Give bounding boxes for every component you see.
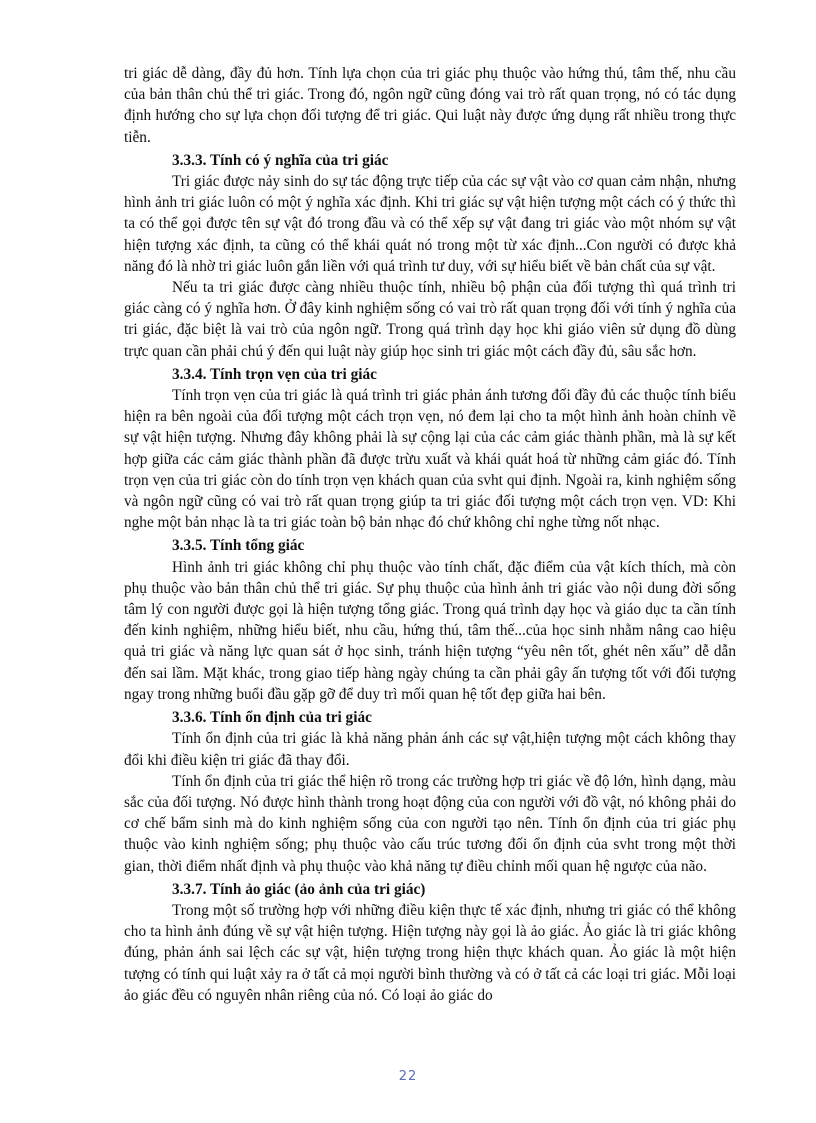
paragraph: tri giác dễ dàng, đầy đủ hơn. Tính lựa chọn của tri giác phụ thuộc vào hứng thú, tâm thế, nhu cầu của bản thân chủ thể tri giác. Trong đó, ngôn ngữ cũng đóng vai trò rất quan trọng, nó có tác dụng định hướng cho sự lựa chọn đối tượng để tri giác. Qui luật này được ứng dụng rất nhiều trong thực tiễn. bbox=[124, 65, 736, 146]
section-heading: 3.3.7. Tính ảo giác (ảo ảnh của tri giác) bbox=[172, 880, 426, 898]
paragraph: Tri giác được nảy sinh do sự tác động trực tiếp của các sự vật vào cơ quan cảm nhận, nhưng hình ảnh tri giác luôn có một ý nghĩa xác định. Khi tri giác sự vật hiện tượng một cách có ý thức thì ta có thể gọi được tên sự vật đó trong đầu và có thể xếp sự vật đang tri giác vào một nhóm sự vật hiện tượng xác định, ta cũng có thể khái quát nó trong một từ xác định...Con người có được khả năng đó là nhờ tri giác luôn gắn liền với quá trình tư duy, với sự hiểu biết về bản chất của sự vật. bbox=[124, 173, 736, 275]
paragraph: Tính ổn định của tri giác thể hiện rõ trong các trường hợp tri giác về độ lớn, hình dạng, màu sắc của đối tượng. Nó được hình thành trong hoạt động của con người với đồ vật, nó không phải do cơ chế bẩm sinh mà do kinh nghiệm sống của con người tạo nên. Tính ổn định của tri giác phụ thuộc vào kinh nghiệm sống; phụ thuộc vào cấu trúc tương đối ổn định của svht trong một thời gian, thời điểm nhất định và phụ thuộc vào khả năng tự điều chỉnh mối quan hệ ngược của não. bbox=[124, 772, 736, 875]
paragraph: Tính trọn vẹn của tri giác là quá trình tri giác phản ánh tương đối đầy đủ các thuộc tính biểu hiện ra bên ngoài của đối tượng một cách trọn vẹn, nó đem lại cho ta một hình ảnh hoàn chỉnh về sự vật hiện tượng. Nhưng đây không phải là sự cộng lại của các cảm giác thành phần, mà là sự kết hợp giữa các cảm giác thành phần đã được trừu xuất và khái quát hoá từ những cảm giác đó. Tính trọn vẹn của tri giác còn do tính trọn vẹn khách quan của svht qui định. Ngoài ra, kinh nghiệm sống và ngôn ngữ cũng có vai trò rất quan trọng giúp ta tri giác đối tượng một cách trọn vẹn. VD: Khi nghe một bản nhạc là ta tri giác toàn bộ bản nhạc đó chứ không chỉ nghe từng nốt nhạc. bbox=[124, 387, 736, 532]
section-heading: 3.3.3. Tính có ý nghĩa của tri giác bbox=[172, 151, 389, 169]
section-heading: 3.3.5. Tính tổng giác bbox=[172, 537, 305, 555]
paragraph: Tính ổn định của tri giác là khả năng phản ánh các sự vật,hiện tượng một cách không thay đổi khi điều kiện tri giác đã thay đổi. bbox=[124, 730, 736, 769]
paragraph: Hình ảnh tri giác không chỉ phụ thuộc vào tính chất, đặc điểm của vật kích thích, mà còn phụ thuộc vào bản thân chủ thể tri giác. Sự phụ thuộc của hình ảnh tri giác vào nội dung đời sống tâm lý con người được gọi là hiện tượng tổng giác. Trong quá trình dạy học và giáo dục ta cần tính đến kinh nghiệm, những hiểu biết, nhu cầu, hứng thú, tâm thế...của học sinh nhằm nâng cao hiệu quả tri giác và năng lực quan sát ở học sinh, tránh hiện tượng “yêu nên tốt, ghét nên xấu” dễ dẫn đến sai lầm. Mặt khác, trong giao tiếp hàng ngày chúng ta cần phải gây ấn tượng tốt với đối tượng ngay trong những buổi đầu gặp gỡ để duy trì mối quan hệ tốt đẹp giữa hai bên. bbox=[124, 558, 736, 703]
section-heading: 3.3.6. Tính ổn định của tri giác bbox=[172, 709, 372, 727]
paragraph: Nếu ta tri giác được càng nhiều thuộc tính, nhiều bộ phận của đối tượng thì quá trình tri giác càng có ý nghĩa hơn. Ở đây kinh nghiệm sống có vai trò rất quan trọng đối với tính ý nghĩa của tri giác, đặc biệt là vai trò của ngôn ngữ. Trong quá trình dạy học khi giáo viên sử dụng đồ dùng trực quan cần phải chú ý đến qui luật này giúp học sinh tri giác một cách đầy đủ, sâu sắc hơn. bbox=[124, 279, 736, 360]
section-heading: 3.3.4. Tính trọn vẹn của tri giác bbox=[172, 365, 377, 383]
document-body bbox=[124, 63, 736, 1006]
page-number: 22 bbox=[398, 1069, 418, 1084]
paragraph: Trong một số trường hợp với những điều kiện thực tế xác định, nhưng tri giác có thể không cho ta hình ảnh đúng về sự vật hiện tượng. Hiện tượng này gọi là ảo giác. Ảo giác là tri giác không đúng, phản ánh sai lệch các sự vật, hiện tượng trong hiện thực khách quan. Ảo giác là một hiện tượng có tính qui luật xảy ra ở tất cả mọi người bình thường và có ở tất cả các loại tri giác. Mỗi loại ảo giác đều có nguyên nhân riêng của nó. Có loại ảo giác do bbox=[124, 901, 736, 1004]
